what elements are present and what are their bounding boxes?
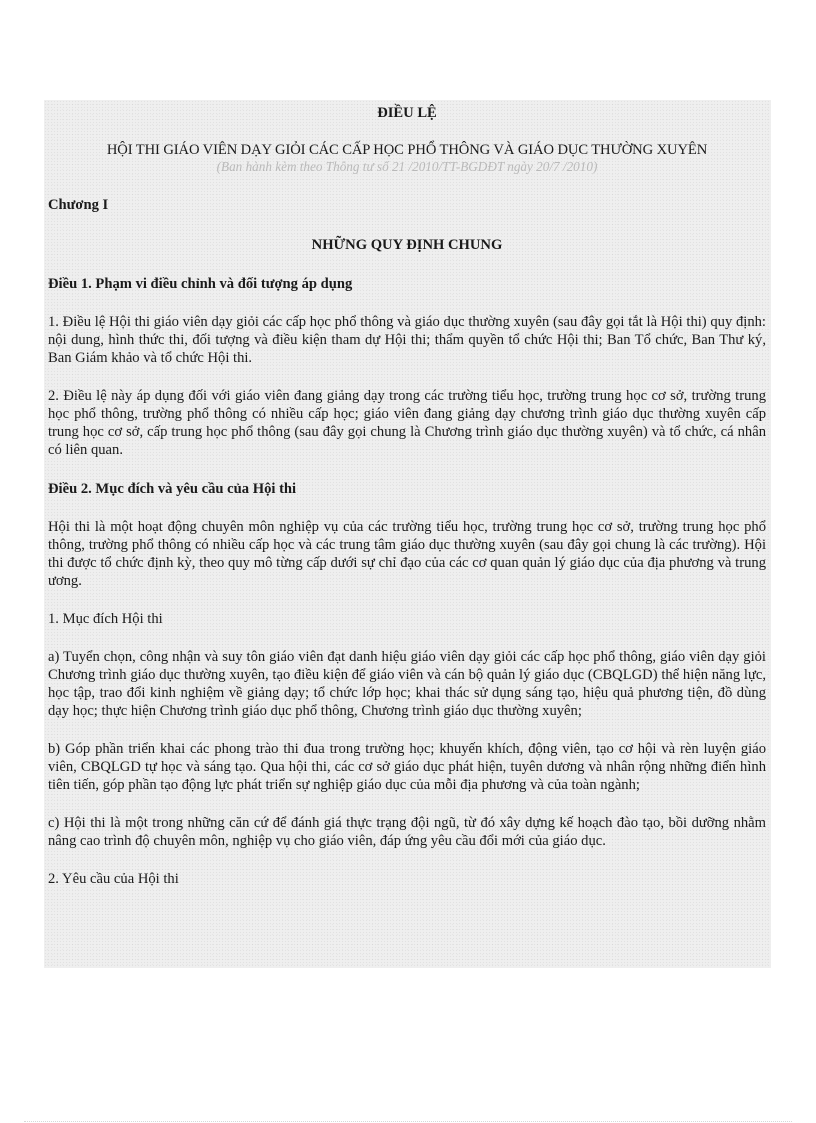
purpose-item-c: c) Hội thi là một trong những căn cứ để đánh giá thực trạng đội ngũ, từ đó xây dựng kế hoạch đào tạo, bồi dưỡng nhằm nâng cao trình độ chuyên môn, nghiệp vụ cho giáo viên, đáp ứng yêu cầu đổi mới của giáo dục.	[48, 815, 766, 849]
article-1-heading: Điều 1. Phạm vi điều chỉnh và đối tượng áp dụng	[48, 276, 353, 292]
article-1-paragraph-1: 1. Điều lệ Hội thi giáo viên dạy giỏi các cấp học phổ thông và giáo dục thường xuyên (sau đây gọi tắt là Hội thi) quy định: nội dung, hình thức thi, đối tượng và điều kiện tham dự Hội thi; thẩm quyền tổ chức Hội thi; Ban Tổ chức, Ban Thư ký, Ban Giám khảo và tổ chức Hội thi.	[48, 314, 766, 366]
article-2-heading: Điều 2. Mục đích và yêu cầu của Hội thi	[48, 481, 297, 497]
purpose-heading: 1. Mục đích Hội thi	[48, 611, 163, 627]
chapter-label: Chương I	[48, 197, 109, 213]
document-body	[48, 104, 766, 888]
chapter-title: NHỮNG QUY ĐỊNH CHUNG	[311, 237, 503, 253]
article-1-paragraph-2: 2. Điều lệ này áp dụng đối với giáo viên đang giảng dạy trong các trường tiểu học, trường trung học cơ sở, trường trung học phổ thông, trường phổ thông có nhiều cấp học; giáo viên đang giảng dạy chương trình giáo dục thường xuyên cấp trung học cơ sở, cấp trung học phổ thông (sau đây gọi chung là Chương trình giáo dục thường xuyên) và tổ chức, cá nhân có liên quan.	[48, 388, 766, 458]
purpose-item-b: b) Góp phần triển khai các phong trào thi đua trong trường học; khuyến khích, động viên, tạo cơ hội và rèn luyện giáo viên, CBQLGD tự học và sáng tạo. Qua hội thi, các cơ sở giáo dục phát hiện, tuyên dương và nhân rộng những điển hình tiên tiến, góp phần tạo động lực phát triển sự nghiệp giáo dục của mỗi địa phương và của toàn ngành;	[48, 741, 766, 793]
requirements-heading: 2. Yêu cầu của Hội thi	[48, 871, 179, 887]
document-title: ĐIỀU LỆ	[377, 105, 437, 121]
purpose-item-a: a) Tuyển chọn, công nhận và suy tôn giáo viên đạt danh hiệu giáo viên dạy giỏi các cấp học phổ thông, giáo viên dạy giỏi Chương trình giáo dục thường xuyên, tạo điều kiện để giáo viên và cán bộ quản lý giáo dục (CBQLGD) thể hiện năng lực, học tập, trao đổi kinh nghiệm về giảng dạy; tổ chức lớp học; khai thác sử dụng sáng tạo, hiệu quả phương tiện, đồ dùng dạy học; thực hiện Chương trình giáo dục phổ thông, Chương trình giáo dục thường xuyên;	[48, 649, 766, 719]
issued-note: (Ban hành kèm theo Thông tư số 21 /2010/TT-BGDĐT ngày 20/7 /2010)	[216, 159, 598, 174]
document-subtitle: HỘI THI GIÁO VIÊN DẠY GIỎI CÁC CẤP HỌC PHỔ THÔNG VÀ GIÁO DỤC THƯỜNG XUYÊN	[106, 142, 708, 158]
article-2-intro: Hội thi là một hoạt động chuyên môn nghiệp vụ của các trường tiểu học, trường trung học cơ sở, trường trung học phổ thông, trường phổ thông có nhiều cấp học và các trung tâm giáo dục thường xuyên (sau đây gọi chung là các trường). Hội thi được tổ chức định kỳ, theo quy mô từng cấp dưới sự chỉ đạo của các cơ quan quản lý giáo dục của địa phương và trung ương.	[48, 519, 766, 589]
